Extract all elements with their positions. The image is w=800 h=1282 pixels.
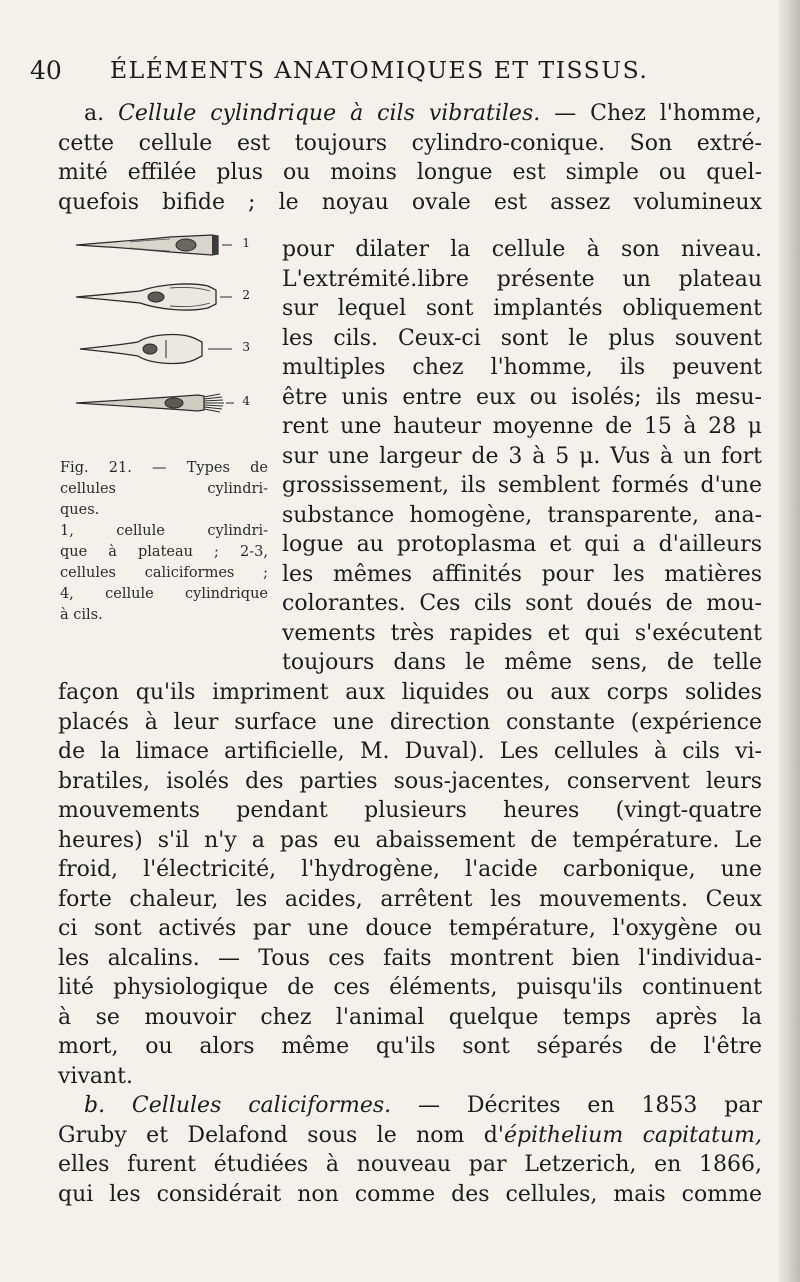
text-line: à se mouvoir chez l'animal quelque temps après la <box>58 1004 762 1030</box>
text-line: quefois bifide ; le noyau ovale est assez volumineux <box>58 189 763 215</box>
text-line: les alcalins. — Tous ces faits montrent bien l'individua- <box>58 945 762 971</box>
caption-line: cellules caliciformes ; <box>60 565 268 581</box>
caption-line: ques. <box>60 502 100 518</box>
text-line: les mêmes affinités pour les matières <box>282 561 762 587</box>
text-line: substance homogène, transparente, ana- <box>282 502 762 528</box>
caption-line: que à plateau ; 2-3, <box>60 544 268 560</box>
page-number: 40 <box>30 56 62 85</box>
text-line: être unis entre eux ou isolés; ils mesu- <box>282 384 762 410</box>
running-title: ÉLÉMENTS ANATOMIQUES ET TISSUS. <box>110 56 649 84</box>
text-line: sur une largeur de 3 à 5 μ. Vus à un fort <box>282 443 762 469</box>
text-line: mouvements pendant plusieurs heures (vingt-quatre <box>58 798 762 823</box>
text-line: de la limace artificielle, M. Duval). Les cellules à cils vi- <box>58 739 762 764</box>
cell-cylindrical-plateau <box>70 228 250 262</box>
figure-caption <box>60 458 268 626</box>
caption-line: Fig. 21. — Types de <box>60 460 268 476</box>
text-line: placés à leur surface une direction constante (expérience <box>58 709 762 735</box>
text-line: vements très rapides et qui s'exécutent <box>282 620 762 646</box>
text-line: heures) s'il n'y a pas eu abaissement de température. Le <box>58 827 762 853</box>
figure-label-3: 3 <box>242 340 250 354</box>
cell-caliciform-2 <box>70 280 250 314</box>
text-line: a. Cellule cylindrique à cils vibratiles. — Chez l'homme, <box>84 101 763 126</box>
text-line: les cils. Ceux-ci sont le plus souvent <box>282 325 762 351</box>
text-line: b. Cellules caliciformes. — Décrites en 1853 par <box>84 1093 762 1118</box>
text-line: mort, ou alors même qu'ils sont séparés de l'être <box>58 1034 762 1059</box>
cell-4-drawing <box>70 386 250 420</box>
right-column-text <box>282 235 762 678</box>
text-line: grossissement, ils semblent formés d'une <box>282 473 762 498</box>
text-line: froid, l'électricité, l'hydrogène, l'acide carbonique, une <box>58 857 762 882</box>
text-line: Gruby et Delafond sous le nom d'épithelium capitatum, <box>58 1122 762 1148</box>
caption-line: 4, cellule cylindrique <box>60 586 268 602</box>
top-paragraph <box>58 99 762 217</box>
text-line: cette cellule est toujours cylindro-conique. Son extré- <box>58 130 762 156</box>
body-paragraph <box>58 678 762 1209</box>
text-line: façon qu'ils impriment aux liquides ou aux corps solides <box>58 680 762 705</box>
cell-ciliated-4 <box>70 386 250 420</box>
cell-caliciform-3 <box>70 332 250 366</box>
cell-2-drawing <box>70 280 250 314</box>
figure-label-1: 1 <box>242 236 250 250</box>
text-line: vivant. <box>58 1063 134 1089</box>
latin-term: épithelium capitatum, <box>503 1122 762 1148</box>
caption-line: 1, cellule cylindri- <box>60 523 268 539</box>
text-line: qui les considérait non comme des cellules, mais comme <box>58 1181 762 1207</box>
section-a-heading: Cellule cylindrique à cils vibratiles. <box>118 101 541 126</box>
text-line: toujours dans le même sens, de telle <box>282 650 762 675</box>
text-line: L'extrémité.libre présente un plateau <box>282 266 762 292</box>
figure-cell-types <box>70 228 260 443</box>
text-line: rent une hauteur moyenne de 15 à 28 μ <box>282 414 762 439</box>
text-line: forte chaleur, les acides, arrêtent les mouvements. Ceux <box>58 886 762 912</box>
page-header <box>30 56 750 96</box>
text-line: mité effilée plus ou moins longue est simple ou quel- <box>58 160 762 185</box>
figure-label-4: 4 <box>242 394 250 408</box>
text-line: pour dilater la cellule à son niveau. <box>282 237 762 262</box>
cell-1-drawing <box>70 228 250 262</box>
text-line: multiples chez l'homme, ils peuvent <box>282 355 762 380</box>
text-line: sur lequel sont implantés obliquement <box>282 296 762 321</box>
cell-3-drawing <box>70 332 250 366</box>
section-b-heading: b. Cellules caliciformes. <box>84 1093 392 1118</box>
text-line: ci sont activés par une douce température, l'oxygène ou <box>58 916 762 941</box>
text-line: bratiles, isolés des parties sous-jacentes, conservent leurs <box>58 768 762 794</box>
caption-line: à cils. <box>60 607 103 623</box>
text-line: lité physiologique de ces éléments, puisqu'ils continuent <box>58 975 762 1000</box>
figure-label-2: 2 <box>242 288 250 302</box>
caption-line: cellules cylindri- <box>60 481 268 497</box>
text-line: colorantes. Ces cils sont doués de mou- <box>282 591 762 616</box>
text-line: logue au protoplasma et qui a d'ailleurs <box>282 532 762 557</box>
page-edge-shadow <box>778 0 800 1282</box>
text-line: elles furent étudiées à nouveau par Letzerich, en 1866, <box>58 1152 762 1177</box>
